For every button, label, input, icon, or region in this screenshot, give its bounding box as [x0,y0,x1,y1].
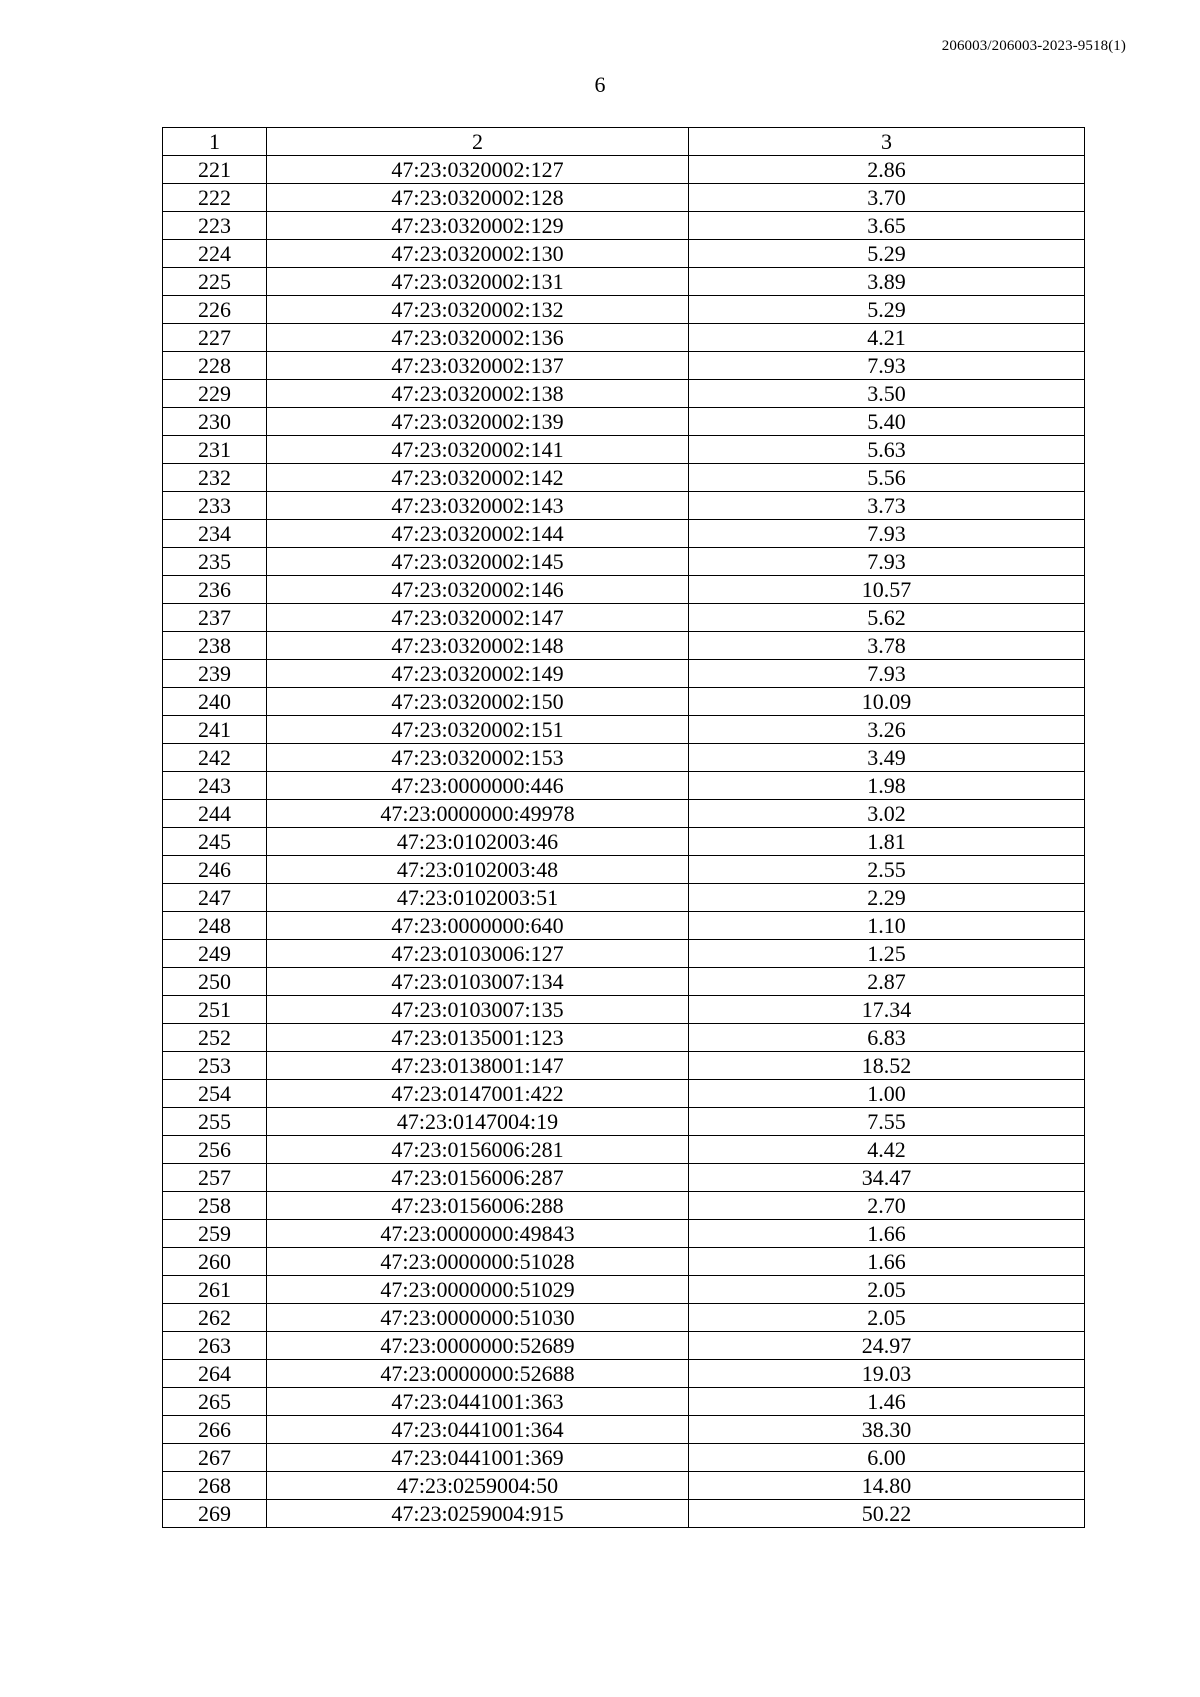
row-number-cell: 241 [163,716,267,744]
cadastral-number-cell: 47:23:0320002:146 [267,576,689,604]
row-number-cell: 229 [163,380,267,408]
table-row [163,268,1085,296]
value-cell: 17.34 [689,996,1085,1024]
value-cell: 10.57 [689,576,1085,604]
table-row [163,968,1085,996]
table-row [163,1500,1085,1528]
row-number-cell: 233 [163,492,267,520]
cadastral-number-cell: 47:23:0320002:142 [267,464,689,492]
row-number-cell: 255 [163,1108,267,1136]
row-number-cell: 252 [163,1024,267,1052]
row-number-cell: 231 [163,436,267,464]
table-row [163,464,1085,492]
cadastral-number-cell: 47:23:0441001:369 [267,1444,689,1472]
value-cell: 5.62 [689,604,1085,632]
row-number-cell: 256 [163,1136,267,1164]
value-cell: 19.03 [689,1360,1085,1388]
cadastral-number-cell: 47:23:0320002:132 [267,296,689,324]
row-number-cell: 258 [163,1192,267,1220]
row-number-cell: 243 [163,772,267,800]
value-cell: 2.87 [689,968,1085,996]
row-number-cell: 224 [163,240,267,268]
table-row [163,1416,1085,1444]
value-cell: 1.46 [689,1388,1085,1416]
value-cell: 3.26 [689,716,1085,744]
cadastral-number-cell: 47:23:0320002:147 [267,604,689,632]
table-row [163,492,1085,520]
table-row [163,576,1085,604]
value-cell: 14.80 [689,1472,1085,1500]
cadastral-number-cell: 47:23:0320002:143 [267,492,689,520]
cadastral-number-cell: 47:23:0320002:148 [267,632,689,660]
value-cell: 2.05 [689,1304,1085,1332]
table-row [163,1472,1085,1500]
row-number-cell: 261 [163,1276,267,1304]
row-number-cell: 245 [163,828,267,856]
value-cell: 3.49 [689,744,1085,772]
cadastral-number-cell: 47:23:0102003:46 [267,828,689,856]
row-number-cell: 230 [163,408,267,436]
cadastral-number-cell: 47:23:0320002:139 [267,408,689,436]
cadastral-number-cell: 47:23:0156006:281 [267,1136,689,1164]
row-number-cell: 253 [163,1052,267,1080]
row-number-cell: 239 [163,660,267,688]
row-number-cell: 238 [163,632,267,660]
value-cell: 38.30 [689,1416,1085,1444]
row-number-cell: 246 [163,856,267,884]
table-header-row [163,128,1085,156]
value-cell: 7.93 [689,548,1085,576]
cadastral-number-cell: 47:23:0320002:153 [267,744,689,772]
table-row [163,1360,1085,1388]
value-cell: 3.70 [689,184,1085,212]
table-row [163,884,1085,912]
value-cell: 1.98 [689,772,1085,800]
value-cell: 5.56 [689,464,1085,492]
row-number-cell: 251 [163,996,267,1024]
table-row [163,996,1085,1024]
column-header-2: 2 [267,128,689,156]
table-row [163,800,1085,828]
value-cell: 1.66 [689,1220,1085,1248]
value-cell: 2.55 [689,856,1085,884]
row-number-cell: 237 [163,604,267,632]
value-cell: 1.25 [689,940,1085,968]
table-row [163,212,1085,240]
row-number-cell: 232 [163,464,267,492]
value-cell: 5.63 [689,436,1085,464]
cadastral-number-cell: 47:23:0000000:49843 [267,1220,689,1248]
row-number-cell: 249 [163,940,267,968]
value-cell: 4.21 [689,324,1085,352]
row-number-cell: 260 [163,1248,267,1276]
table-row [163,1304,1085,1332]
value-cell: 2.29 [689,884,1085,912]
column-header-1: 1 [163,128,267,156]
value-cell: 5.29 [689,296,1085,324]
table-row [163,660,1085,688]
table-row [163,716,1085,744]
table-row [163,156,1085,184]
value-cell: 10.09 [689,688,1085,716]
cadastral-number-cell: 47:23:0156006:287 [267,1164,689,1192]
table-row [163,1052,1085,1080]
row-number-cell: 221 [163,156,267,184]
table-row [163,324,1085,352]
cadastral-number-cell: 47:23:0320002:150 [267,688,689,716]
cadastral-number-cell: 47:23:0103006:127 [267,940,689,968]
row-number-cell: 265 [163,1388,267,1416]
row-number-cell: 235 [163,548,267,576]
value-cell: 3.73 [689,492,1085,520]
table-row [163,1332,1085,1360]
value-cell: 3.89 [689,268,1085,296]
cadastral-number-cell: 47:23:0320002:127 [267,156,689,184]
cadastral-number-cell: 47:23:0156006:288 [267,1192,689,1220]
cadastral-number-cell: 47:23:0259004:50 [267,1472,689,1500]
cadastral-number-cell: 47:23:0320002:144 [267,520,689,548]
table-row [163,1080,1085,1108]
value-cell: 1.81 [689,828,1085,856]
cadastral-number-cell: 47:23:0259004:915 [267,1500,689,1528]
table-row [163,520,1085,548]
cadastral-number-cell: 47:23:0000000:446 [267,772,689,800]
value-cell: 4.42 [689,1136,1085,1164]
row-number-cell: 259 [163,1220,267,1248]
row-number-cell: 244 [163,800,267,828]
cadastral-number-cell: 47:23:0320002:136 [267,324,689,352]
table-row [163,296,1085,324]
cadastral-number-cell: 47:23:0000000:51030 [267,1304,689,1332]
value-cell: 6.00 [689,1444,1085,1472]
table-row [163,1192,1085,1220]
cadastral-number-cell: 47:23:0102003:51 [267,884,689,912]
cadastral-number-cell: 47:23:0000000:52689 [267,1332,689,1360]
cadastral-number-cell: 47:23:0135001:123 [267,1024,689,1052]
table-row [163,604,1085,632]
table-header [163,128,1085,156]
table-row [163,1220,1085,1248]
cadastral-number-cell: 47:23:0138001:147 [267,1052,689,1080]
row-number-cell: 257 [163,1164,267,1192]
column-header-3: 3 [689,128,1085,156]
row-number-cell: 250 [163,968,267,996]
cadastral-number-cell: 47:23:0000000:51029 [267,1276,689,1304]
table-row [163,1164,1085,1192]
value-cell: 7.93 [689,660,1085,688]
table-row [163,1136,1085,1164]
cadastral-number-cell: 47:23:0441001:363 [267,1388,689,1416]
cadastral-number-cell: 47:23:0441001:364 [267,1416,689,1444]
value-cell: 2.86 [689,156,1085,184]
cadastral-number-cell: 47:23:0000000:51028 [267,1248,689,1276]
cadastral-number-cell: 47:23:0320002:128 [267,184,689,212]
table-row [163,352,1085,380]
value-cell: 3.50 [689,380,1085,408]
cadastral-number-cell: 47:23:0000000:49978 [267,800,689,828]
table-row [163,772,1085,800]
row-number-cell: 266 [163,1416,267,1444]
document-reference: 206003/206003-2023-9518(1) [941,38,1126,54]
row-number-cell: 269 [163,1500,267,1528]
cadastral-number-cell: 47:23:0147004:19 [267,1108,689,1136]
row-number-cell: 236 [163,576,267,604]
cadastral-number-cell: 47:23:0320002:151 [267,716,689,744]
row-number-cell: 234 [163,520,267,548]
value-cell: 5.29 [689,240,1085,268]
cadastral-number-cell: 47:23:0320002:138 [267,380,689,408]
row-number-cell: 262 [163,1304,267,1332]
table-row [163,856,1085,884]
value-cell: 34.47 [689,1164,1085,1192]
cadastral-number-cell: 47:23:0147001:422 [267,1080,689,1108]
table-row [163,184,1085,212]
cadastral-number-cell: 47:23:0000000:52688 [267,1360,689,1388]
table-row [163,1388,1085,1416]
value-cell: 3.78 [689,632,1085,660]
value-cell: 3.65 [689,212,1085,240]
table-row [163,408,1085,436]
table-body [163,156,1085,1528]
row-number-cell: 228 [163,352,267,380]
cadastral-number-cell: 47:23:0102003:48 [267,856,689,884]
value-cell: 1.66 [689,1248,1085,1276]
value-cell: 7.93 [689,520,1085,548]
value-cell: 1.10 [689,912,1085,940]
row-number-cell: 263 [163,1332,267,1360]
cadastral-number-cell: 47:23:0320002:131 [267,268,689,296]
row-number-cell: 267 [163,1444,267,1472]
table-row [163,240,1085,268]
row-number-cell: 254 [163,1080,267,1108]
table-row [163,828,1085,856]
cadastral-number-cell: 47:23:0103007:135 [267,996,689,1024]
table-row [163,1248,1085,1276]
value-cell: 5.40 [689,408,1085,436]
value-cell: 2.05 [689,1276,1085,1304]
data-table [162,127,1085,1528]
table-row [163,632,1085,660]
row-number-cell: 225 [163,268,267,296]
table-row [163,1276,1085,1304]
table-row [163,380,1085,408]
value-cell: 50.22 [689,1500,1085,1528]
value-cell: 2.70 [689,1192,1085,1220]
cadastral-number-cell: 47:23:0320002:141 [267,436,689,464]
cadastral-number-cell: 47:23:0320002:129 [267,212,689,240]
page-number: 6 [594,72,606,97]
row-number-cell: 222 [163,184,267,212]
row-number-cell: 264 [163,1360,267,1388]
table-row [163,688,1085,716]
value-cell: 6.83 [689,1024,1085,1052]
cadastral-number-cell: 47:23:0320002:130 [267,240,689,268]
table-row [163,744,1085,772]
table-row [163,548,1085,576]
table-row [163,1444,1085,1472]
cadastral-number-cell: 47:23:0320002:145 [267,548,689,576]
row-number-cell: 226 [163,296,267,324]
cadastral-number-cell: 47:23:0103007:134 [267,968,689,996]
cadastral-number-cell: 47:23:0320002:137 [267,352,689,380]
row-number-cell: 248 [163,912,267,940]
table-row [163,1108,1085,1136]
value-cell: 7.93 [689,352,1085,380]
cadastral-number-cell: 47:23:0320002:149 [267,660,689,688]
row-number-cell: 227 [163,324,267,352]
row-number-cell: 240 [163,688,267,716]
value-cell: 24.97 [689,1332,1085,1360]
table-row [163,912,1085,940]
table-row [163,1024,1085,1052]
cadastral-number-cell: 47:23:0000000:640 [267,912,689,940]
table-row [163,940,1085,968]
value-cell: 18.52 [689,1052,1085,1080]
row-number-cell: 223 [163,212,267,240]
value-cell: 3.02 [689,800,1085,828]
row-number-cell: 268 [163,1472,267,1500]
row-number-cell: 247 [163,884,267,912]
value-cell: 1.00 [689,1080,1085,1108]
row-number-cell: 242 [163,744,267,772]
table-row [163,436,1085,464]
value-cell: 7.55 [689,1108,1085,1136]
